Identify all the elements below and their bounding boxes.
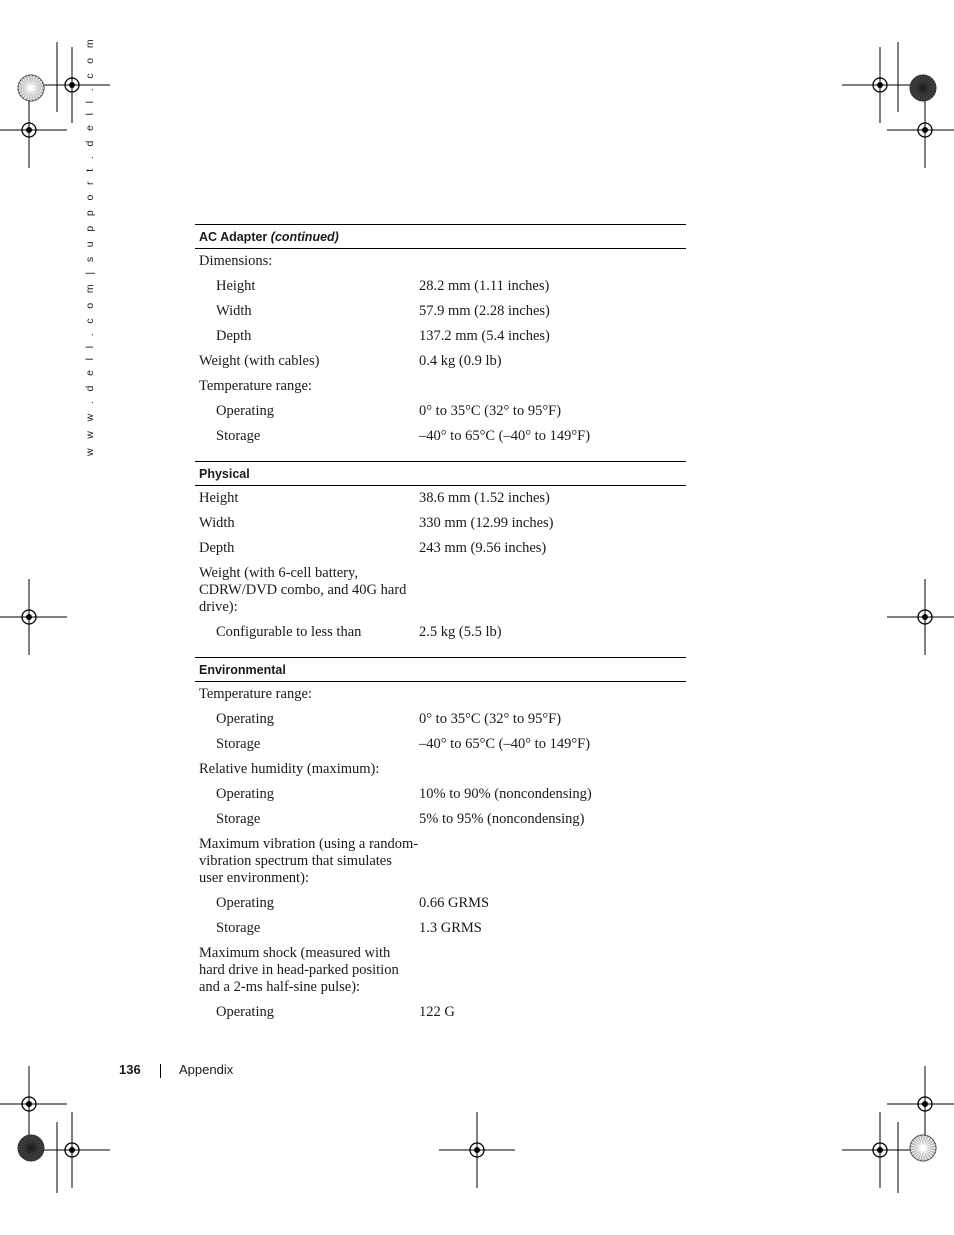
spec-label: Width (199, 515, 235, 531)
spec-label: Weight (with 6-cell battery, CDRW/DVD combo, and 40G hard drive): (199, 565, 407, 615)
spec-label: Height (216, 278, 256, 294)
registration-crosshair-icon (842, 47, 918, 123)
table-row (195, 832, 686, 891)
table-row (195, 249, 686, 274)
page-footer (119, 1062, 234, 1077)
spec-label: Operating (216, 786, 274, 802)
spec-value: 28.2 mm (1.11 inches) (419, 278, 550, 294)
registration-crosshair-icon (887, 579, 954, 655)
spec-value: 243 mm (9.56 inches) (419, 540, 547, 556)
spec-label: Storage (216, 920, 261, 936)
table-row (195, 561, 686, 620)
spec-label: Temperature range: (199, 686, 312, 702)
spec-table (195, 224, 686, 1037)
table-row (195, 486, 686, 511)
table-row (195, 1000, 686, 1025)
spec-value: 5% to 95% (noncondensing) (419, 811, 585, 827)
registration-crosshair-icon (842, 1112, 918, 1188)
spec-label: Maximum vibration (using a random-vibration spectrum that simulates user environment): (199, 836, 419, 886)
spec-label: Temperature range: (199, 378, 312, 394)
table-row (195, 324, 686, 349)
spec-value: 0.66 GRMS (419, 895, 490, 911)
section-environmental (195, 657, 686, 1037)
section-title: AC Adapter (continued) (195, 224, 686, 249)
table-row (195, 732, 686, 757)
spec-value: 0.4 kg (0.9 lb) (419, 353, 502, 369)
table-row (195, 941, 686, 1000)
spec-value: 330 mm (12.99 inches) (419, 515, 554, 531)
table-row (195, 757, 686, 782)
spec-value (419, 836, 686, 887)
section-rows (195, 249, 686, 461)
spec-value (419, 686, 686, 703)
registration-rosette-icon (18, 75, 44, 101)
table-row (195, 536, 686, 561)
spec-label: Maximum shock (measured with hard drive in head-parked position and a 2-ms half-sine pulse): (199, 945, 399, 995)
spec-label: Configurable to less than (216, 624, 362, 640)
spec-value (419, 253, 686, 270)
section-ac-adapter (195, 224, 686, 461)
section-rows (195, 682, 686, 1037)
spec-label: Width (216, 303, 252, 319)
table-row (195, 374, 686, 399)
table-row (195, 511, 686, 536)
table-row (195, 274, 686, 299)
spec-value (419, 761, 686, 778)
table-row (195, 349, 686, 374)
spec-value: –40° to 65°C (–40° to 149°F) (419, 428, 591, 444)
table-row (195, 299, 686, 324)
spec-value: 1.3 GRMS (419, 920, 482, 936)
section-rows (195, 486, 686, 657)
table-row (195, 620, 686, 645)
spec-label: Relative humidity (maximum): (199, 761, 380, 777)
spec-value: 137.2 mm (5.4 inches) (419, 328, 550, 344)
spec-value (419, 945, 686, 996)
spec-value (419, 565, 686, 616)
spec-label: Storage (216, 736, 261, 752)
spec-label: Dimensions: (199, 253, 273, 269)
spec-label: Weight (with cables) (199, 353, 320, 369)
spec-value: 122 G (419, 1004, 455, 1020)
table-row (195, 707, 686, 732)
section-physical (195, 461, 686, 657)
table-row (195, 916, 686, 941)
registration-rosette-icon (910, 75, 936, 101)
table-row (195, 891, 686, 916)
spec-label: Depth (216, 328, 252, 344)
side-url-text: w w w . d e l l . c o m | s u p p o r t . d e l l . c o m (84, 35, 96, 456)
table-row (195, 399, 686, 424)
registration-crosshair-icon (34, 1112, 110, 1188)
registration-crosshair-icon (34, 47, 110, 123)
spec-label: Operating (216, 895, 274, 911)
registration-crosshair-icon (439, 1112, 515, 1188)
spec-label: Operating (216, 403, 274, 419)
spec-value: 0° to 35°C (32° to 95°F) (419, 403, 562, 419)
spec-label: Operating (216, 1004, 274, 1020)
table-row (195, 807, 686, 832)
chapter-name: Appendix (179, 1062, 234, 1077)
footer-divider (160, 1064, 161, 1078)
spec-value: 38.6 mm (1.52 inches) (419, 490, 550, 506)
registration-crosshair-icon (887, 92, 954, 168)
registration-crosshair-icon (887, 1066, 954, 1142)
spec-label: Operating (216, 711, 274, 727)
registration-rosette-icon (910, 1135, 936, 1161)
spec-value (419, 378, 686, 395)
spec-label: Storage (216, 811, 261, 827)
spec-value: 0° to 35°C (32° to 95°F) (419, 711, 562, 727)
spec-value: 2.5 kg (5.5 lb) (419, 624, 502, 640)
spec-label: Storage (216, 428, 261, 444)
spec-value: 57.9 mm (2.28 inches) (419, 303, 550, 319)
spec-label: Height (199, 490, 239, 506)
spec-value: –40° to 65°C (–40° to 149°F) (419, 736, 591, 752)
table-row (195, 424, 686, 449)
spec-value: 10% to 90% (noncondensing) (419, 786, 592, 802)
registration-crosshair-icon (0, 579, 67, 655)
registration-rosette-icon (18, 1135, 44, 1161)
page-number: 136 (119, 1062, 141, 1077)
section-title: Physical (195, 461, 686, 486)
section-title: Environmental (195, 657, 686, 682)
table-row (195, 782, 686, 807)
table-row (195, 682, 686, 707)
spec-label: Depth (199, 540, 235, 556)
